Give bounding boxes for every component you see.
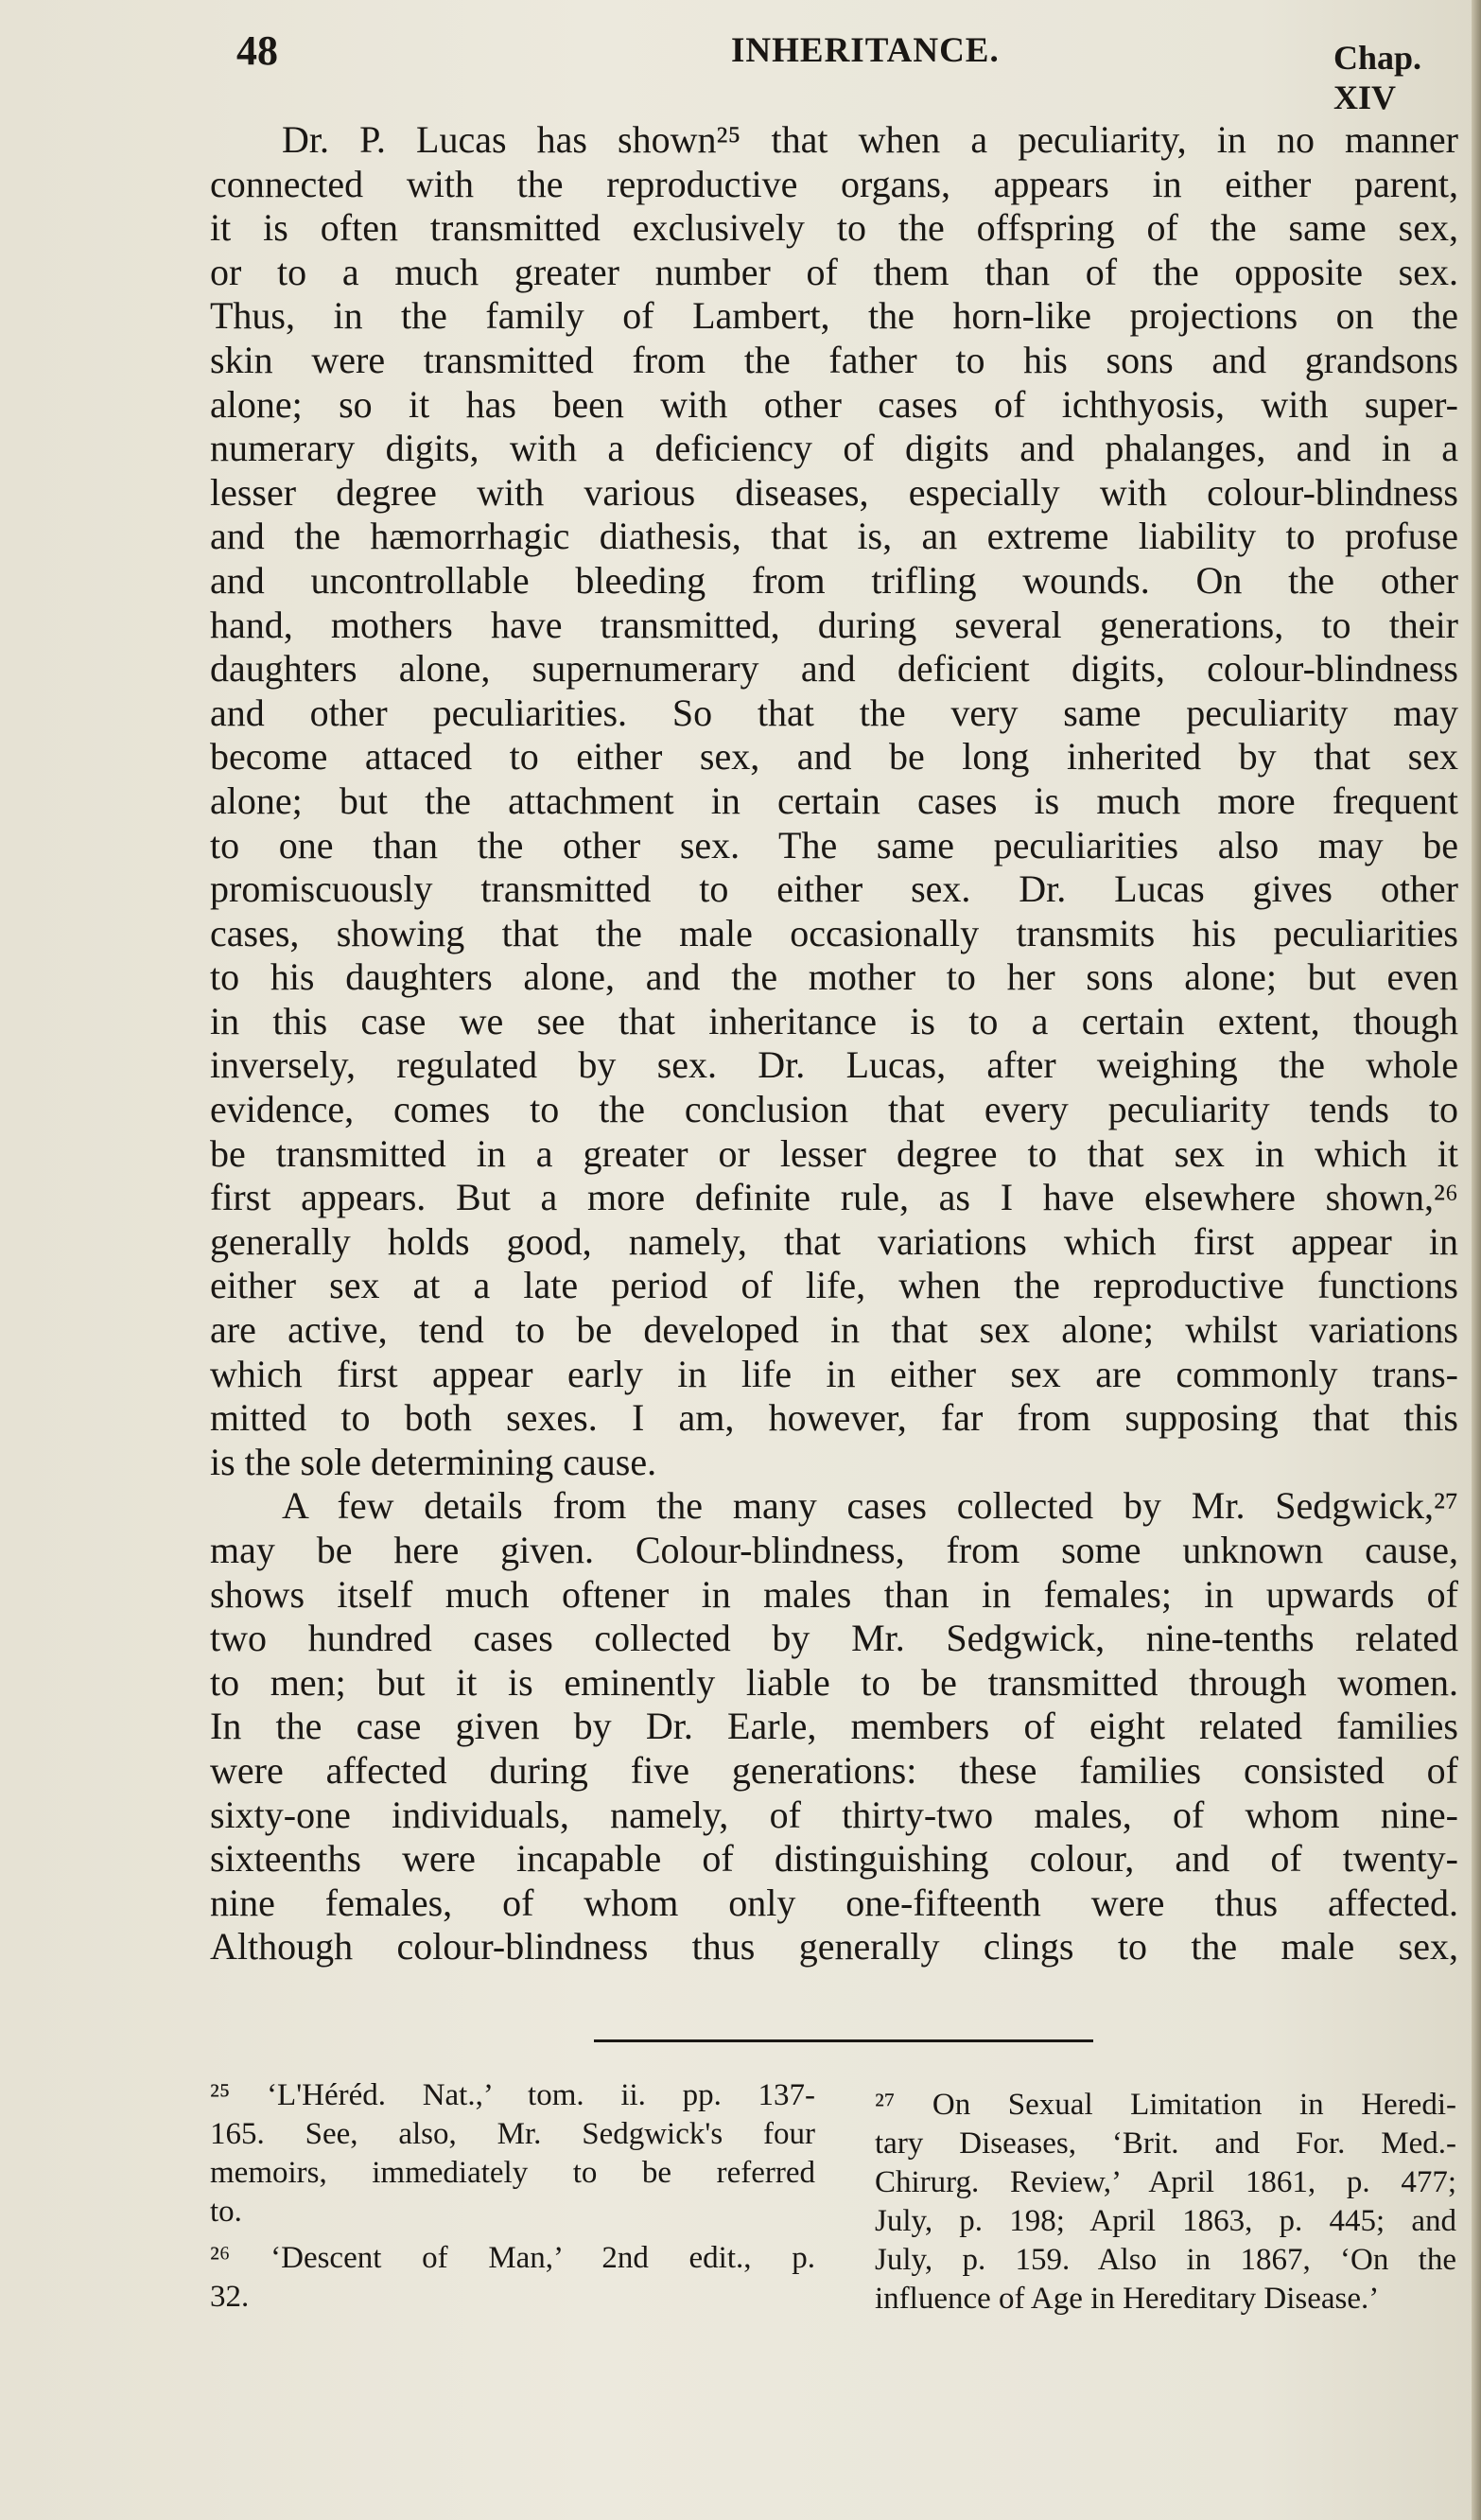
text-line: alone; so it has been with other cases of ichthyosis, with super- xyxy=(210,382,1458,426)
footnote-line: 32. xyxy=(210,2280,250,2314)
text-line: in this case we see that inheritance is to a certain extent, though xyxy=(210,999,1458,1042)
text-line: Dr. P. Lucas has shown²⁵ that when a peculiarity, in no manner xyxy=(282,118,1458,161)
page-number: 48 xyxy=(236,27,278,74)
text-line: daughters alone, supernumerary and deficient digits, colour-blindness xyxy=(210,647,1458,691)
page-header xyxy=(236,21,1466,116)
page-edge-shadow xyxy=(1472,0,1481,2520)
text-line: were affected during five generations: these families consisted of xyxy=(210,1748,1458,1792)
footnote-rule xyxy=(594,2039,1093,2042)
footnote-line: 165. See, also, Mr. Sedgwick's four xyxy=(210,2117,815,2151)
footnote-line: ²⁶ ‘Descent of Man,’ 2nd edit., p. xyxy=(210,2241,815,2275)
text-line: sixty-one individuals, namely, of thirty-two males, of whom nine- xyxy=(210,1793,1458,1836)
text-line: skin were transmitted from the father to his sons and grandsons xyxy=(210,338,1458,381)
footnotes-right-column xyxy=(875,2086,1456,2319)
text-line: and other peculiarities. So that the very same peculiarity may xyxy=(210,691,1458,734)
text-line: to men; but it is eminently liable to be transmitted through women. xyxy=(210,1660,1458,1704)
text-line: A few details from the many cases collected by Mr. Sedgwick,²⁷ xyxy=(282,1484,1458,1528)
text-line: mitted to both sexes. I am, however, far from supposing that this xyxy=(210,1396,1458,1440)
text-line: generally holds good, namely, that variations which first appear in xyxy=(210,1219,1458,1263)
text-line: two hundred cases collected by Mr. Sedgwick, nine-tenths related xyxy=(210,1617,1458,1660)
text-line: to his daughters alone, and the mother to her sons alone; but even xyxy=(210,955,1458,999)
text-line: become attaced to either sex, and be long inherited by that sex xyxy=(210,735,1458,779)
text-line: be transmitted in a greater or lesser degree to that sex in which it xyxy=(210,1131,1458,1175)
footnote-line: tary Diseases, ‘Brit. and For. Med.- xyxy=(875,2126,1456,2161)
text-line: connected with the reproductive organs, appears in either parent, xyxy=(210,162,1458,205)
footnotes-left-column xyxy=(210,2076,815,2317)
text-line: Although colour-blindness thus generally clings to the male sex, xyxy=(210,1925,1458,1969)
text-line: lesser degree with various diseases, especially with colour-blindness xyxy=(210,470,1458,514)
text-line: shows itself much oftener in males than in females; in upwards of xyxy=(210,1572,1458,1616)
text-line: promiscuously transmitted to either sex. Dr. Lucas gives other xyxy=(210,867,1458,911)
chapter-label: Chap. XIV xyxy=(1333,39,1422,116)
text-line: Thus, in the family of Lambert, the horn-like projections on the xyxy=(210,294,1458,338)
footnote-line: Chirurg. Review,’ April 1861, p. 477; xyxy=(875,2165,1456,2199)
body-text xyxy=(210,118,1458,1969)
footnote-line: to. xyxy=(210,2195,242,2229)
footnote-line: influence of Age in Hereditary Disease.’ xyxy=(875,2282,1380,2316)
text-line: inversely, regulated by sex. Dr. Lucas, after weighing the whole xyxy=(210,1043,1458,1087)
text-line: In the case given by Dr. Earle, members of eight related families xyxy=(210,1705,1458,1748)
text-line: nine females, of whom only one-fifteenth were thus affected. xyxy=(210,1881,1458,1924)
text-line: and uncontrollable bleeding from trifling wounds. On the other xyxy=(210,558,1458,602)
text-line: alone; but the attachment in certain cases is much more frequent xyxy=(210,779,1458,822)
text-line: numerary digits, with a deficiency of digits and phalanges, and in a xyxy=(210,427,1458,470)
footnote-line: ²⁵ ‘L'Héréd. Nat.,’ tom. ii. pp. 137- xyxy=(210,2078,815,2112)
text-line: are active, tend to be developed in that sex alone; whilst variations xyxy=(210,1308,1458,1352)
text-line: first appears. But a more definite rule, as I have elsewhere shown,²⁶ xyxy=(210,1176,1458,1219)
running-head: INHERITANCE. xyxy=(731,31,1000,70)
text-line: may be here given. Colour-blindness, from some unknown cause, xyxy=(210,1529,1458,1571)
text-line: sixteenths were incapable of distinguishing colour, and of twenty- xyxy=(210,1837,1458,1881)
text-line: to one than the other sex. The same peculiarities also may be xyxy=(210,823,1458,866)
text-line: is the sole determining cause. xyxy=(210,1440,657,1483)
text-line: cases, showing that the male occasionally transmits his peculiarities xyxy=(210,911,1458,954)
text-line: either sex at a late period of life, when the reproductive functions xyxy=(210,1264,1458,1307)
text-line: hand, mothers have transmitted, during several generations, to their xyxy=(210,603,1458,646)
footnote-line: ²⁷ On Sexual Limitation in Heredi- xyxy=(875,2088,1456,2122)
text-line: and the hæmorrhagic diathesis, that is, an extreme liability to profuse xyxy=(210,515,1458,558)
footnote-line: July, p. 198; April 1863, p. 445; and xyxy=(875,2204,1456,2238)
text-line: or to a much greater number of them than of the opposite sex. xyxy=(210,250,1458,293)
text-line: which first appear early in life in either sex are commonly trans- xyxy=(210,1352,1458,1395)
text-line: it is often transmitted exclusively to the offspring of the same sex, xyxy=(210,206,1458,250)
footnote-line: memoirs, immediately to be referred xyxy=(210,2156,815,2190)
footnote-line: July, p. 159. Also in 1867, ‘On the xyxy=(875,2243,1456,2277)
text-line: evidence, comes to the conclusion that every peculiarity tends to xyxy=(210,1088,1458,1131)
